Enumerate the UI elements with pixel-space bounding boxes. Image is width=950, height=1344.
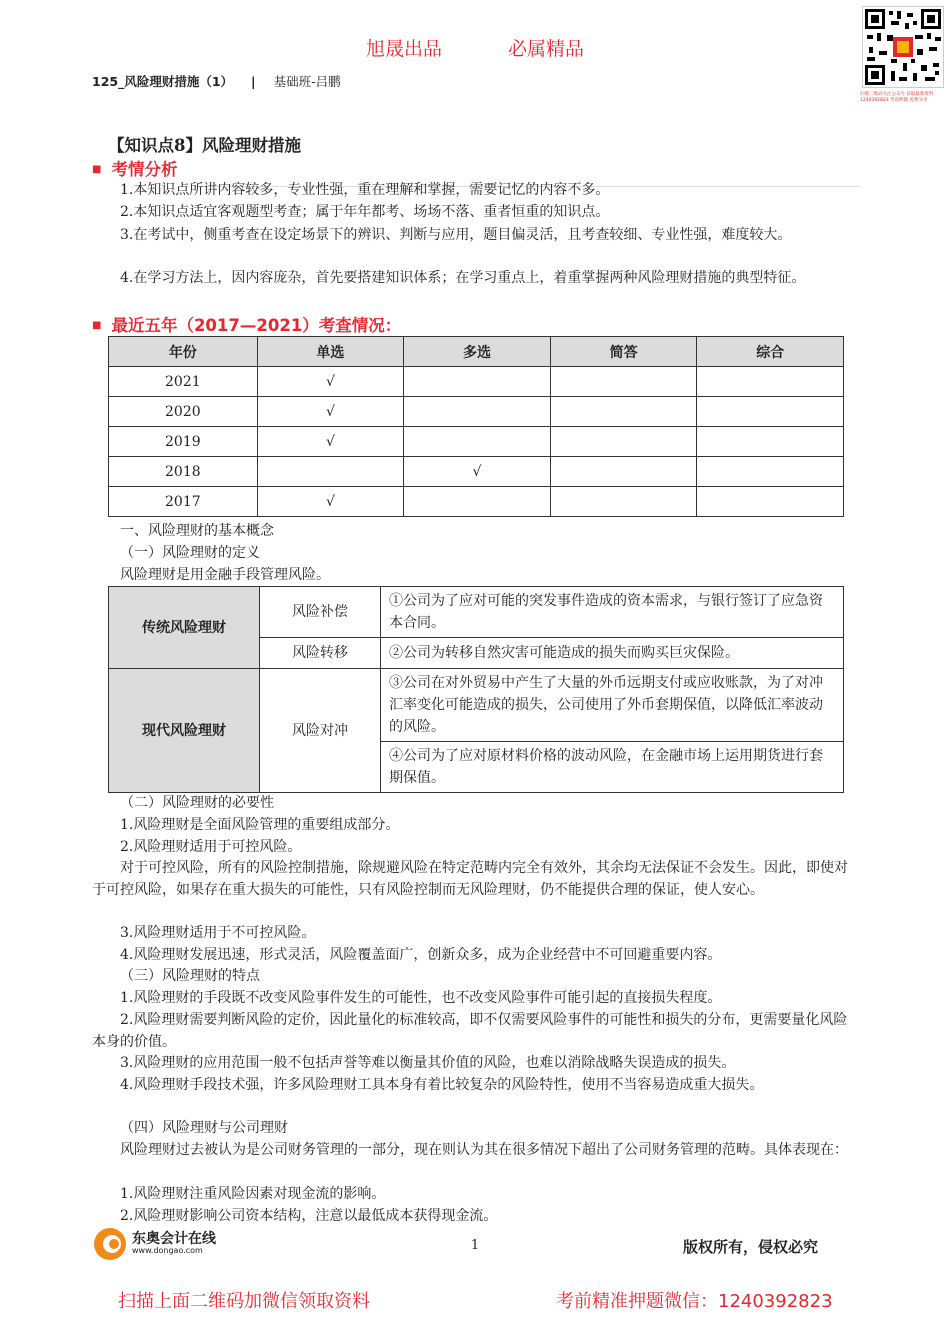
corporate-item-2: 2.风险理财影响公司资本结构，注意以最低成本获得现金流。 [120,1208,498,1224]
classification-table [108,586,844,793]
table-row [109,457,844,487]
qr-code-image [862,6,944,88]
necessity-item-2: 2.风险理财适用于可控风险。 [120,839,302,855]
brand-left: 旭晟出品 [365,38,442,60]
qr-note: 扫描二维码关注公众号 获取最新资料 1240392823 考前押题 免费分享 [860,92,934,103]
corporate-paragraph: 风险理财过去被认为是公司财务管理的一部分，现在则认为其在很多情况下超出了公司财务管理的范畴。具体表现在： [120,1142,848,1158]
necessity-paragraph: 对于可控风险，所有的风险控制措施，除规避风险在特定范畴内完全有效外，其余均无法保证不会发生。因此，即使对于可控风险，如果存在重大损失的可能性，只有风险控制而无风险理财，仍不能提供合理的保证，使人安心。 [92,860,848,898]
exam-analysis-item-3: 3.在考试中，侧重考查在设定场景下的辨识、判断与应用，题目偏灵活，且考查较细、专业性强，难度较大。 [120,227,792,243]
table-cell: 2020 [109,397,258,427]
table-cell [550,367,697,397]
logo-url: www.dongao.com [132,1246,203,1255]
table-cell: 2021 [109,367,258,397]
table-header-row [109,337,844,367]
table-cell: √ [257,427,404,457]
feature-item-4: 4.风险理财手段技术强，许多风险理财工具本身有着比较复杂的风险特性，使用不当容易造成重大损失。 [120,1077,764,1093]
compensation-label: 风险补偿 [260,587,381,638]
column-header: 简答 [550,337,697,367]
exam-table [108,336,844,517]
subsection-heading-definition: （一）风险理财的定义 [120,545,260,561]
transfer-label: 风险转移 [260,638,381,669]
subsection-heading-corporate: （四）风险理财与公司理财 [120,1120,288,1136]
top-brand [0,34,950,61]
necessity-item-1: 1.风险理财是全面风险管理的重要组成部分。 [120,817,400,833]
table-cell [550,397,697,427]
recent-years-heading [92,312,401,336]
table-row [109,487,844,517]
table-cell [550,457,697,487]
column-header: 单选 [257,337,404,367]
table-cell [697,427,844,457]
section-heading-1: 一、风险理财的基本概念 [120,523,274,539]
table-cell [404,487,551,517]
brand-right: 必属精品 [508,38,585,60]
table-cell: √ [404,457,551,487]
lesson-title: 125_风险理财措施（1） [92,74,234,89]
exam-analysis-item-2: 2.本知识点适宜客观题型考查；属于年年都考、场场不落、重者恒重的知识点。 [120,204,610,220]
subsection-heading-necessity: （二）风险理财的必要性 [120,795,274,811]
table-cell: √ [257,397,404,427]
modern-label: 现代风险理财 [109,669,260,793]
definition-text: 风险理财是用金融手段管理风险。 [120,567,330,583]
table-cell [550,427,697,457]
feature-item-1: 1.风险理财的手段既不改变风险事件发生的可能性，也不改变风险事件可能引起的直接损失程度。 [120,990,722,1006]
table-cell: √ [257,367,404,397]
example-cell: ①公司为了应对可能的突发事件造成的资本需求，与银行签订了应急资本合同。 [381,587,844,638]
exam-analysis-item-1: 1.本知识点所讲内容较多，专业性强，重在理解和掌握，需要记忆的内容不多。 [120,182,610,198]
necessity-item-3: 3.风险理财适用于不可控风险。 [120,925,316,941]
table-cell: √ [257,487,404,517]
feature-item-3: 3.风险理财的应用范围一般不包括声誉等难以衡量其价值的风险，也难以消除战略失误造成的损失。 [120,1055,736,1071]
example-cell: ④公司为了应对原材料价格的波动风险，在金融市场上运用期货进行套期保值。 [381,742,844,793]
table-cell [257,457,404,487]
column-header: 多选 [404,337,551,367]
table-cell [550,487,697,517]
knowledge-point-title: 【知识点8】风险理财措施 [108,136,301,155]
feature-item-2: 2.风险理财需要判断风险的定价，因此量化的标准较高，即不仅需要风险事件的可能性和损失的分布，更需要量化风险本身的价值。 [92,1012,848,1050]
bullet-icon: ■ [92,164,102,175]
table-cell [697,457,844,487]
promo-left: 扫描上面二维码加微信领取资料 [118,1291,370,1312]
table-row [109,367,844,397]
logo-text: 东奥会计在线 [132,1231,216,1247]
necessity-item-4: 4.风险理财发展迅速，形式灵活，风险覆盖面广，创新众多，成为企业经营中不可回避重要内容。 [120,947,722,963]
example-cell: ③公司在对外贸易中产生了大量的外币远期支付或应收账款，为了对冲汇率变化可能造成的损失，公司使用了外币套期保值，以降低汇率波动的风险。 [381,669,844,742]
promo-right: 考前精准押题微信：1240392823 [556,1291,833,1312]
exam-analysis-item-4: 4.在学习方法上，因内容庞杂，首先要搭建知识体系；在学习重点上，着重掌握两种风险理财措施的典型特征。 [120,270,806,286]
header-separator: | [251,74,256,89]
document-header [92,72,341,90]
page-number: 1 [470,1238,480,1253]
corporate-item-1: 1.风险理财注重风险因素对现金流的影响。 [120,1186,386,1202]
recent-years-heading-text: 最近五年（2017—2021）考查情况： [111,316,402,335]
column-header: 年份 [109,337,258,367]
example-cell: ②公司为转移自然灾害可能造成的损失而购买巨灾保险。 [381,638,844,669]
table-row [109,397,844,427]
exam-analysis-heading [92,156,177,180]
table-cell [697,487,844,517]
table-cell: 2018 [109,457,258,487]
subsection-heading-features: （三）风险理财的特点 [120,968,260,984]
table-cell [404,397,551,427]
table-cell [404,427,551,457]
table-row [109,427,844,457]
copyright: 版权所有，侵权必究 [683,1238,819,1256]
table-row [109,669,844,742]
traditional-label: 传统风险理财 [109,587,260,669]
table-cell [404,367,551,397]
table-cell: 2017 [109,487,258,517]
hedge-label: 风险对冲 [260,669,381,793]
column-header: 综合 [697,337,844,367]
class-name: 基础班-吕鹏 [273,74,341,89]
table-cell: 2019 [109,427,258,457]
qr-code-icon [863,7,943,87]
bullet-icon: ■ [92,320,102,331]
exam-analysis-heading-text: 考情分析 [111,160,178,179]
table-cell [697,367,844,397]
table-cell [697,397,844,427]
table-row [109,587,844,638]
